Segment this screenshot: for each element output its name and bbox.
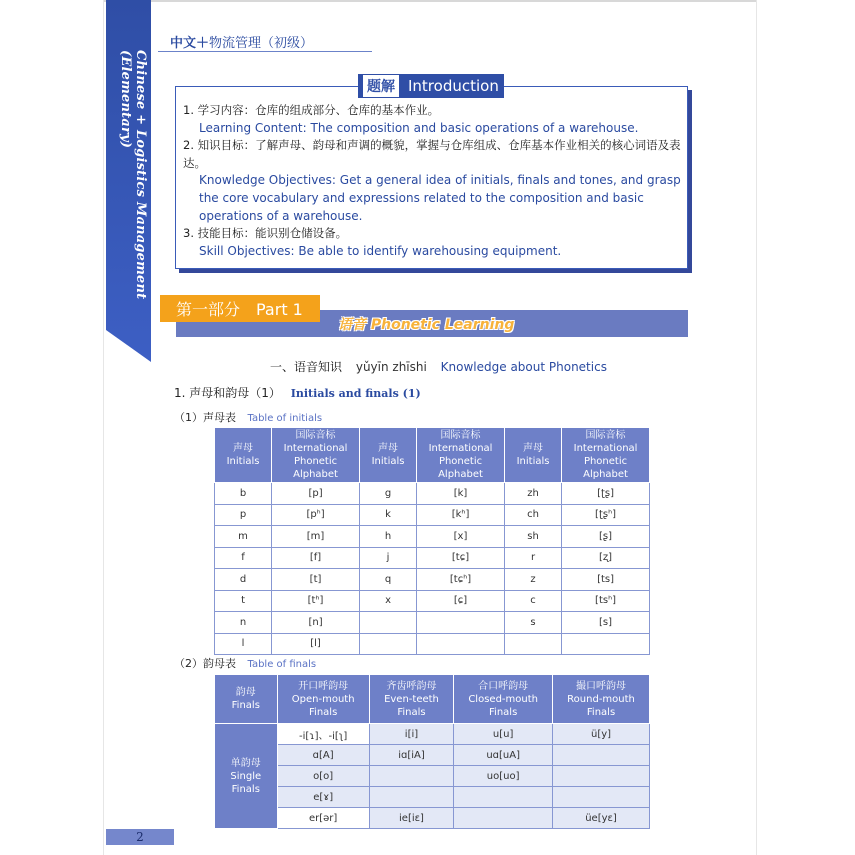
side-banner-title: Chinese + Logistics Management (Elementary) (118, 50, 148, 300)
initials-table (214, 427, 650, 655)
finals-table (214, 674, 650, 829)
finals-cell: i[i] (369, 724, 454, 745)
finals-header-2-zh: 开口呼韵母 (298, 680, 349, 692)
initials-cell: l (215, 633, 272, 655)
initials-cell: [ʈʂ] (562, 483, 650, 505)
subsection-heading-en: Initials and finals (1) (290, 387, 421, 400)
initials-row (215, 526, 650, 548)
finals-cell: er[ər] (277, 808, 369, 829)
initials-header-6 (562, 428, 650, 483)
initials-cell: n (215, 612, 272, 634)
book-title-rule (158, 51, 372, 52)
finals-header-3-en: Even-teeth Finals (384, 693, 439, 718)
initials-cell: sh (504, 526, 561, 548)
finals-row-group-zh: 单韵母 (230, 757, 261, 769)
finals-header-1-en: Finals (231, 700, 260, 711)
initials-header-5-zh: 声母 (523, 443, 544, 454)
initials-cell (417, 633, 505, 655)
initials-cell: d (215, 569, 272, 591)
initials-cell: [x] (417, 526, 505, 548)
initials-header-4-en: International Phonetic Alphabet (428, 443, 493, 480)
initials-cell (359, 633, 416, 655)
initials-cell: [tsʰ] (562, 590, 650, 612)
initials-cell: [l] (272, 633, 360, 655)
initials-cell: [p] (272, 483, 360, 505)
intro-tag-en: Introduction (408, 77, 499, 95)
intro-tag (358, 74, 504, 98)
initials-cell: b (215, 483, 272, 505)
initials-header-6-zh: 国际音标 (585, 430, 626, 441)
initials-header-2-en: International Phonetic Alphabet (283, 443, 348, 480)
initials-cell: [ts] (562, 569, 650, 591)
initials-header-2 (272, 428, 360, 483)
finals-cell: u[u] (454, 724, 553, 745)
initials-cell: [m] (272, 526, 360, 548)
initials-cell: z (504, 569, 561, 591)
finals-cell (369, 766, 454, 787)
initials-header-5-en: Initials (516, 456, 550, 467)
initials-cell: [tɕ] (417, 547, 505, 569)
initials-header-1-en: Initials (226, 456, 260, 467)
finals-header-3 (369, 675, 454, 724)
initials-row (215, 612, 650, 634)
initials-cell: q (359, 569, 416, 591)
initials-cell: [tɕʰ] (417, 569, 505, 591)
initials-header-6-en: International Phonetic Alphabet (573, 443, 638, 480)
initials-cell: j (359, 547, 416, 569)
initials-cell: [ʂ] (562, 526, 650, 548)
page-number: 2 (106, 829, 174, 845)
initials-cell: t (215, 590, 272, 612)
finals-table-label (174, 655, 316, 671)
initials-header-3-zh: 声母 (378, 443, 399, 454)
intro-item-3-en: Skill Objectives: Be able to identify warehousing equipment. (199, 243, 562, 258)
finals-cell: ɑ[A] (277, 745, 369, 766)
finals-table-label-zh: （2）韵母表 (174, 657, 236, 670)
section-heading-zh: 一、语音知识 (270, 360, 343, 374)
finals-row (215, 808, 650, 829)
finals-row (215, 745, 650, 766)
finals-header-5 (553, 675, 650, 724)
initials-cell: [ɕ] (417, 590, 505, 612)
initials-table-label-en: Table of initials (247, 413, 323, 424)
finals-header-1 (215, 675, 278, 724)
initials-cell: f (215, 547, 272, 569)
initials-cell: [ʐ] (562, 547, 650, 569)
initials-header-1 (215, 428, 272, 483)
initials-header-5 (504, 428, 561, 483)
subsection-heading (174, 384, 421, 401)
initials-cell: zh (504, 483, 561, 505)
initials-header-3-en: Initials (371, 456, 405, 467)
book-title (170, 32, 313, 51)
initials-cell: x (359, 590, 416, 612)
initials-cell: [n] (272, 612, 360, 634)
finals-row (215, 724, 650, 745)
initials-row (215, 504, 650, 526)
initials-cell: p (215, 504, 272, 526)
finals-cell (369, 787, 454, 808)
intro-item-1-en: Learning Content: The composition and basic operations of a warehouse. (199, 120, 639, 135)
initials-cell: [t] (272, 569, 360, 591)
initials-cell: h (359, 526, 416, 548)
intro-item-1-zh: 1. 学习内容：仓库的组成部分、仓库的基本作业。 (183, 103, 440, 117)
finals-header-2 (277, 675, 369, 724)
initials-table-label-zh: （1）声母表 (174, 411, 236, 424)
finals-table-label-en: Table of finals (247, 659, 317, 670)
initials-cell (359, 612, 416, 634)
initials-cell: k (359, 504, 416, 526)
finals-cell: o[o] (277, 766, 369, 787)
finals-row (215, 787, 650, 808)
initials-header-3 (359, 428, 416, 483)
initials-row (215, 569, 650, 591)
initials-cell: g (359, 483, 416, 505)
initials-cell: [f] (272, 547, 360, 569)
initials-cell: [ʈʂʰ] (562, 504, 650, 526)
initials-cell: [s] (562, 612, 650, 634)
finals-header-4-en: Closed-mouth Finals (468, 693, 538, 718)
initials-row (215, 590, 650, 612)
finals-header-4 (454, 675, 553, 724)
part-subtitle: 语音 Phonetic Learning (338, 317, 515, 333)
finals-header-5-zh: 撮口呼韵母 (576, 680, 627, 692)
initials-header-1-zh: 声母 (233, 443, 254, 454)
initials-cell: [tʰ] (272, 590, 360, 612)
top-border (104, 0, 756, 2)
initials-cell: r (504, 547, 561, 569)
initials-cell: ch (504, 504, 561, 526)
initials-cell: [pʰ] (272, 504, 360, 526)
intro-item-2-zh: 2. 知识目标：了解声母、韵母和声调的概貌，掌握与仓库组成、仓库基本作业相关的核心词语及表达。 (183, 138, 681, 170)
book-title-bold: 中文＋ (170, 36, 210, 51)
initials-cell: [k] (417, 483, 505, 505)
intro-tag-zh: 题解 (362, 74, 400, 98)
initials-row (215, 547, 650, 569)
finals-cell: e[ɤ] (277, 787, 369, 808)
initials-cell (504, 633, 561, 655)
intro-item-3-zh: 3. 技能目标：能识别仓储设备。 (183, 226, 348, 241)
initials-cell (562, 633, 650, 655)
initials-cell: s (504, 612, 561, 634)
initials-cell: c (504, 590, 561, 612)
initials-header-4-zh: 国际音标 (440, 430, 481, 441)
initials-cell (417, 612, 505, 634)
initials-cell: [kʰ] (417, 504, 505, 526)
initials-header-4 (417, 428, 505, 483)
initials-header-2-zh: 国际音标 (295, 430, 336, 441)
finals-cell: iɑ[iA] (369, 745, 454, 766)
finals-cell: uɑ[uA] (454, 745, 553, 766)
finals-cell: üe[yɛ] (553, 808, 650, 829)
finals-cell: uo[uo] (454, 766, 553, 787)
finals-cell (454, 808, 553, 829)
finals-cell (553, 745, 650, 766)
finals-cell (553, 787, 650, 808)
initials-row (215, 483, 650, 505)
finals-header-4-zh: 合口呼韵母 (478, 680, 529, 692)
finals-cell: ie[iɛ] (369, 808, 454, 829)
finals-header-3-zh: 齐齿呼韵母 (386, 680, 437, 692)
finals-cell: -i[ɿ]、-i[ʅ] (277, 724, 369, 745)
part-label: 第一部分 Part 1 (160, 295, 320, 322)
finals-header-5-en: Round-mouth Finals (567, 693, 635, 718)
finals-cell (553, 766, 650, 787)
section-heading-pinyin: yǔyīn zhīshi (355, 360, 427, 374)
finals-row (215, 766, 650, 787)
subsection-heading-zh: 1. 声母和韵母（1） (174, 386, 281, 400)
intro-item-2-en: Knowledge Objectives: Get a general idea of initials, finals and tones, and grasp the core vocabulary and expressions related to the composition and basic operations of a warehouse. (199, 173, 681, 223)
section-heading-en: Knowledge about Phonetics (440, 360, 607, 374)
section-heading (270, 358, 607, 375)
intro-list (183, 102, 683, 260)
initials-table-label (174, 409, 322, 425)
finals-cell: ü[y] (553, 724, 650, 745)
book-title-rest: 物流管理（初级） (209, 36, 314, 51)
finals-header-1-zh: 韵母 (235, 687, 256, 698)
initials-row (215, 633, 650, 655)
finals-row-group-en: Single Finals (230, 770, 262, 795)
initials-cell: m (215, 526, 272, 548)
finals-cell (454, 787, 553, 808)
finals-header-2-en: Open-mouth Finals (291, 693, 355, 718)
finals-row-group (215, 724, 278, 829)
